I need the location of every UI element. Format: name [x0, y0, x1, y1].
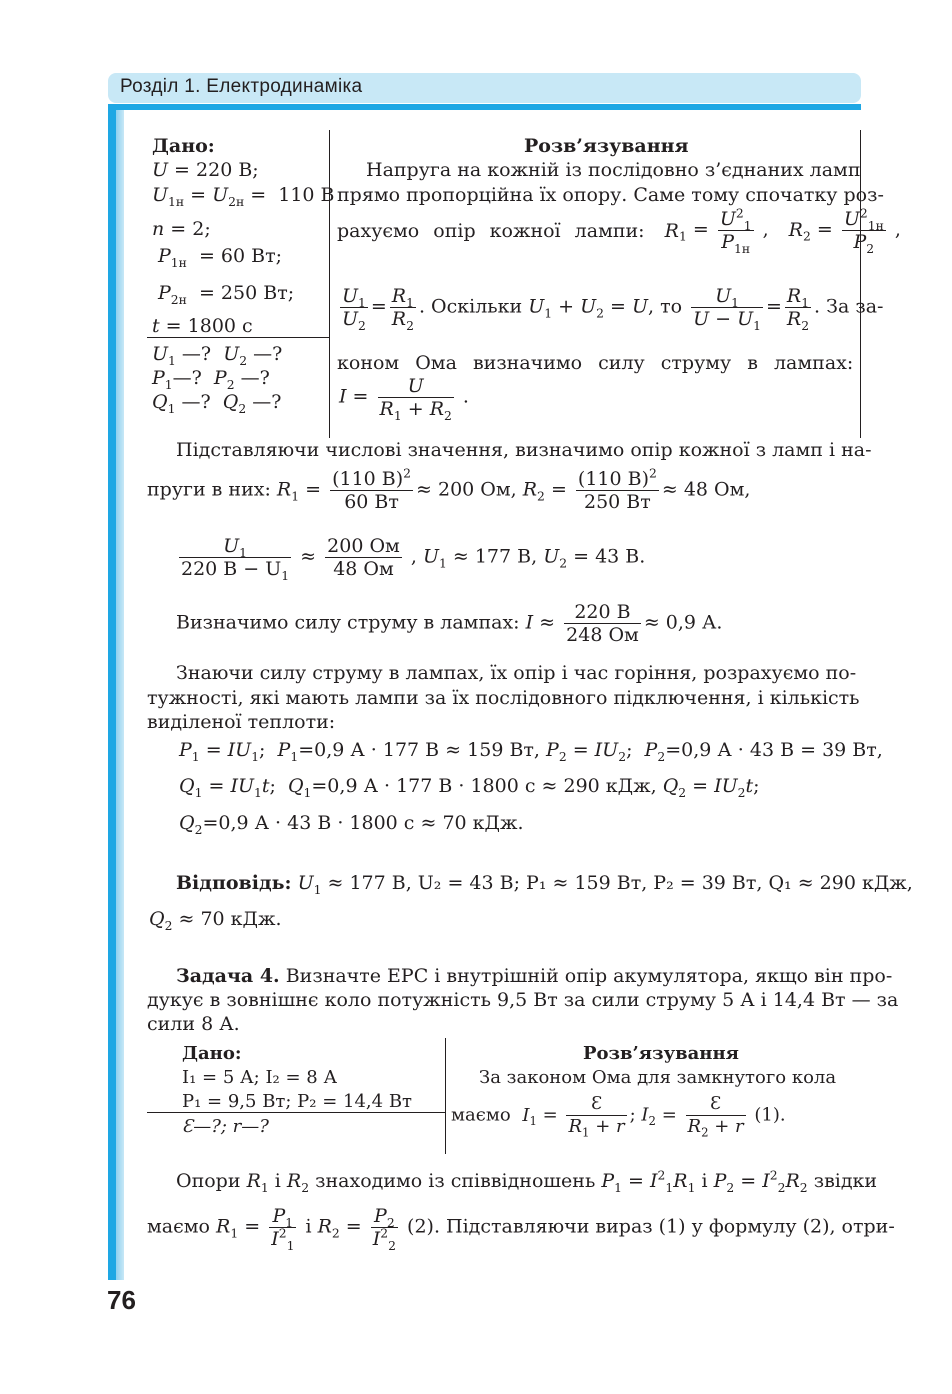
- problem4-statement-line-1: Задача 4. Визначте ЕРС і внутрішній опір акумулятора, якщо він про-: [176, 965, 893, 987]
- power-formulas-line: $P_1 = IU_1$; $P_1=0,9$ А · 177 В ≈ 159 Вт, $P_2 = IU_2$; $P_2=0,9$ А · 43 В = 39 Вт,: [179, 739, 883, 764]
- problem4-solution-label: Розв’язування: [583, 1043, 739, 1064]
- voltage-ratio-line: $\frac{U_1}{U_2}$ = $\frac{R_1}{R_2}$ . Оскільки $U_1 + U_2 = U$, то $\frac{U_1}{U - U_1}$ = $\frac{R_1}{R_2}$ . За за-: [342, 285, 884, 333]
- heat-formulas-line: $Q_1 = IU_1t$; $Q_1=0,9$ А · 177 В · 1800 с ≈ 290 кДж, $Q_2 = IU_2t$;: [179, 775, 760, 800]
- problem4-ohm-law-line: маємо $I_1$ = $\frac{Ɛ}{R_1 + r}$ ; $I_2$ = $\frac{Ɛ}{R_2 + r}$ (1).: [451, 1093, 786, 1140]
- find-heats: $Q_1$ —? $Q_2$ —?: [152, 391, 282, 416]
- problem4-para-line-1: Опори $R_1$ і $R_2$ знаходимо із співвідношень $P_1 = I^2_1R_1$ і $P_2 = I^2_2R_2$ звідки: [176, 1168, 878, 1195]
- resistance-values-line: пруги в них: $R_1$ = $\frac{(110 В)^2}{60 Вт}$ ≈ 200 Ом, $R_2$ = $\frac{(110 В)^2}{250 Вт}$ ≈ 48 Ом,: [147, 466, 751, 513]
- given-label: Дано:: [152, 135, 215, 157]
- problem4-solution-line-1: За законом Ома для замкнутого кола: [479, 1067, 837, 1088]
- voltage-values-line: $\frac{U_1}{220 В - U_1}$ ≈ $\frac{200 Ом}{48 Ом}$ , $U_1 \approx 177$ В, $U_2 = 43$ В.: [181, 535, 646, 583]
- given-power-2: $P_{2н} = 250$ Вт;: [158, 282, 295, 307]
- solution-line-1: Напруга на кожній із послідовно з’єднаних ламп: [366, 159, 861, 181]
- given-time: t = 1800 с: [152, 315, 253, 337]
- find-powers: $P_1—$? $P_2$ —?: [152, 367, 270, 392]
- header-rule: [108, 104, 861, 110]
- left-margin-stripe: [108, 110, 124, 1280]
- solution-label: Розв’язування: [524, 135, 689, 157]
- section-title: Розділ 1. Електродинаміка: [120, 76, 363, 97]
- problem4-given-currents: I₁ = 5 А; I₂ = 8 А: [182, 1067, 338, 1088]
- given-nominal-voltage: $U_{1н} = U_{2н} = 110$ В: [152, 184, 335, 209]
- power-para-line-1: Знаючи силу струму в лампах, їх опір і час горіння, розрахуємо по-: [176, 662, 857, 684]
- resistance-formula-line: рахуємо опір кожної лампи: $R_1$ = $\frac{U^2_1}{P_{1н}}$ , $R_2$ = $\frac{U^2_{1н}}{P_2}$ ,: [337, 206, 901, 256]
- given-divider: [329, 130, 330, 438]
- answer-line-2: $Q_2 \approx 70$ кДж.: [149, 908, 282, 933]
- power-para-line-3: виділеної теплоти:: [147, 711, 336, 733]
- current-value-line: Визначимо силу струму в лампах: I ≈ $\frac{220 В}{248 Ом}$ ≈ 0,9 А.: [176, 601, 723, 646]
- solution-line-5: коном Ома визначимо силу струму в лампах:: [337, 352, 854, 374]
- given-lamp-count: n = 2;: [152, 218, 211, 240]
- problem4-given-divider: [445, 1038, 446, 1154]
- given-power-1: $P_{1н} = 60$ Вт;: [158, 245, 283, 270]
- problem4-para-line-2: маємо $R_1$ = $\frac{P_1}{I^2_1}$ і $R_2$ = $\frac{P_2}{I^2_2}$ (2). Підставляючи вираз (1) у формулу (2), отри-: [147, 1205, 895, 1253]
- power-para-line-2: тужності, які мають лампи за їх послідовного підключення, і кількість: [147, 687, 860, 709]
- problem4-given-powers: P₁ = 9,5 Вт; P₂ = 14,4 Вт: [182, 1091, 413, 1112]
- answer-line-1: Відповідь: $U_1 \approx 177$ В, U₂ = 43 В; P₁ ≈ 159 Вт, P₂ = 39 Вт, Q₁ ≈ 290 кДж,: [176, 872, 913, 897]
- given-voltage: U = 220 В;: [152, 159, 259, 181]
- find-voltages: $U_1$ —? $U_2$ —?: [152, 343, 283, 368]
- problem4-statement-line-2: дукує в зовнішнє коло потужність 9,5 Вт за сили струму 5 А і 14,4 Вт — за: [147, 989, 899, 1011]
- problem4-find: Ɛ—?; r—?: [182, 1116, 269, 1137]
- solution-line-2: прямо пропорційна їх опору. Саме тому спочатку роз-: [337, 184, 884, 206]
- current-formula: I = $\frac{U}{R_1 + R_2}$ .: [339, 375, 469, 423]
- problem4-statement-line-3: сили 8 А.: [147, 1013, 240, 1035]
- problem4-given-label: Дано:: [182, 1043, 242, 1064]
- subst-para-line-1: Підставляючи числові значення, визначимо опір кожної з ламп і на-: [176, 439, 872, 461]
- page-number: 76: [107, 1285, 136, 1315]
- heat-2-line: $Q_2=0,9$ А · 43 В · 1800 с ≈ 70 кДж.: [179, 812, 524, 837]
